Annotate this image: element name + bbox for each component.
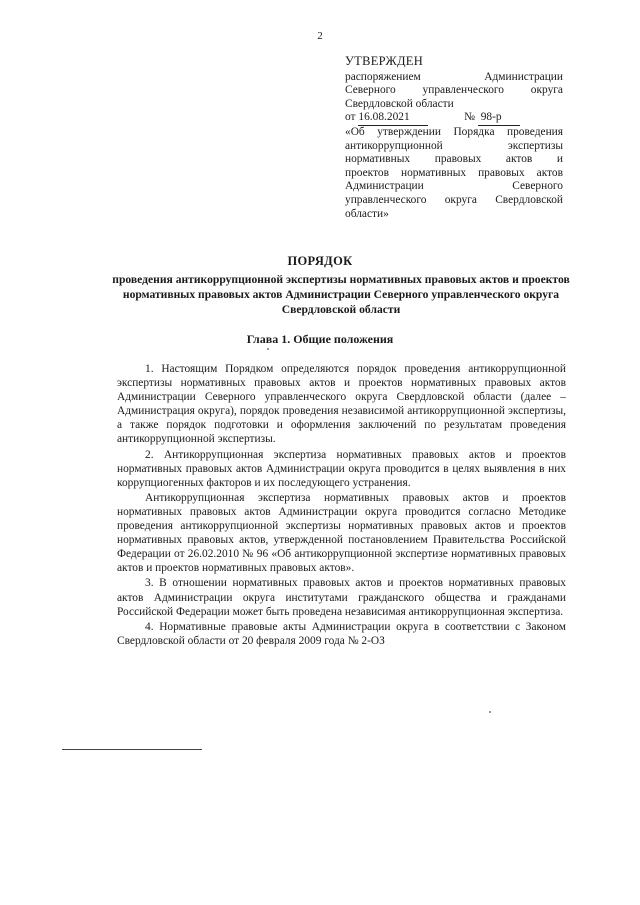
approval-subject-line: «Об утверждении Порядка проведения: [345, 125, 563, 138]
approval-line-1: распоряжением Администрации: [345, 70, 563, 83]
scan-speck: [489, 711, 491, 713]
scan-speck: [267, 348, 269, 350]
approval-subject-line: области»: [345, 207, 389, 220]
approval-subject-line: управленческого округа Свердловской: [345, 193, 563, 206]
approval-subject-line: проектов нормативных правовых актов: [345, 166, 563, 179]
paragraph: 1. Настоящим Порядком определяются порядок проведения антикоррупционной экспертизы нормативных правовых актов и проектов нормативных правовых актов Администрации Северного управленческого округа Свердловской области (далее – Администрация округа), порядок проведения независимой антикоррупционной экспертизы, а также порядок подготовки и оформления заключений по результатам проведения антикоррупционной экспертизы.: [117, 363, 566, 446]
approval-date-row: [345, 111, 563, 126]
approval-date-prefix: от: [345, 111, 356, 124]
approval-subject-line: нормативных правовых актов и: [345, 153, 563, 166]
document-subtitle: проведения антикоррупционной экспертизы нормативных правовых актов и проектов нормативных правовых актов Администрации Северного управленческого округа Свердловской области: [112, 273, 570, 317]
page-number: 2: [317, 30, 323, 42]
approval-line-3: Свердловской области: [345, 97, 454, 110]
paragraph: Антикоррупционная экспертиза нормативных правовых актов и проектов нормативных правовых актов Администрации округа проводится согласно Методике проведения антикоррупционной экспертизы нормативных правовых актов и проектов нормативных правовых актов, утвержденной постановлением Правительства Российской Федерации от 26.02.2010 № 96 «Об антикоррупционной экспертизе нормативных правовых актов и проектов нормативных правовых актов».: [117, 491, 566, 575]
approval-subject-line: антикоррупционной экспертизы: [345, 139, 563, 152]
approval-subject-line: Администрации Северного: [345, 180, 563, 193]
approval-date-field: [358, 111, 428, 126]
approval-number-field: [478, 111, 520, 126]
approval-line-2: Северного управленческого округа: [345, 84, 563, 97]
document-title: ПОРЯДОК: [287, 254, 353, 268]
paragraph: 4. Нормативные правовые акты Администрации округа в соответствии с Законом Свердловской области от 20 февраля 2009 года № 2-ОЗ: [117, 620, 566, 647]
approval-number-label: №: [464, 111, 475, 124]
approval-date: 16.08.2021: [358, 111, 410, 124]
body-text: [117, 362, 566, 648]
approval-number: 98-р: [480, 111, 502, 124]
approval-title: УТВЕРЖДЕН: [345, 54, 424, 68]
chapter-heading: Глава 1. Общие положения: [246, 332, 394, 346]
footnote-divider: [62, 749, 202, 750]
paragraph: 3. В отношении нормативных правовых актов и проектов нормативных правовых актов Администрации округа институтами гражданского общества и гражданами Российской Федерации может быть проведена независимая антикоррупционная экспертиза.: [117, 577, 566, 618]
paragraph: 2. Антикоррупционная экспертиза нормативных правовых актов и проектов нормативных правовых актов Администрации округа проводится в целях выявления в них коррупциогенных факторов и их последующего устранения.: [117, 448, 566, 489]
approval-stamp-block: [345, 55, 563, 221]
